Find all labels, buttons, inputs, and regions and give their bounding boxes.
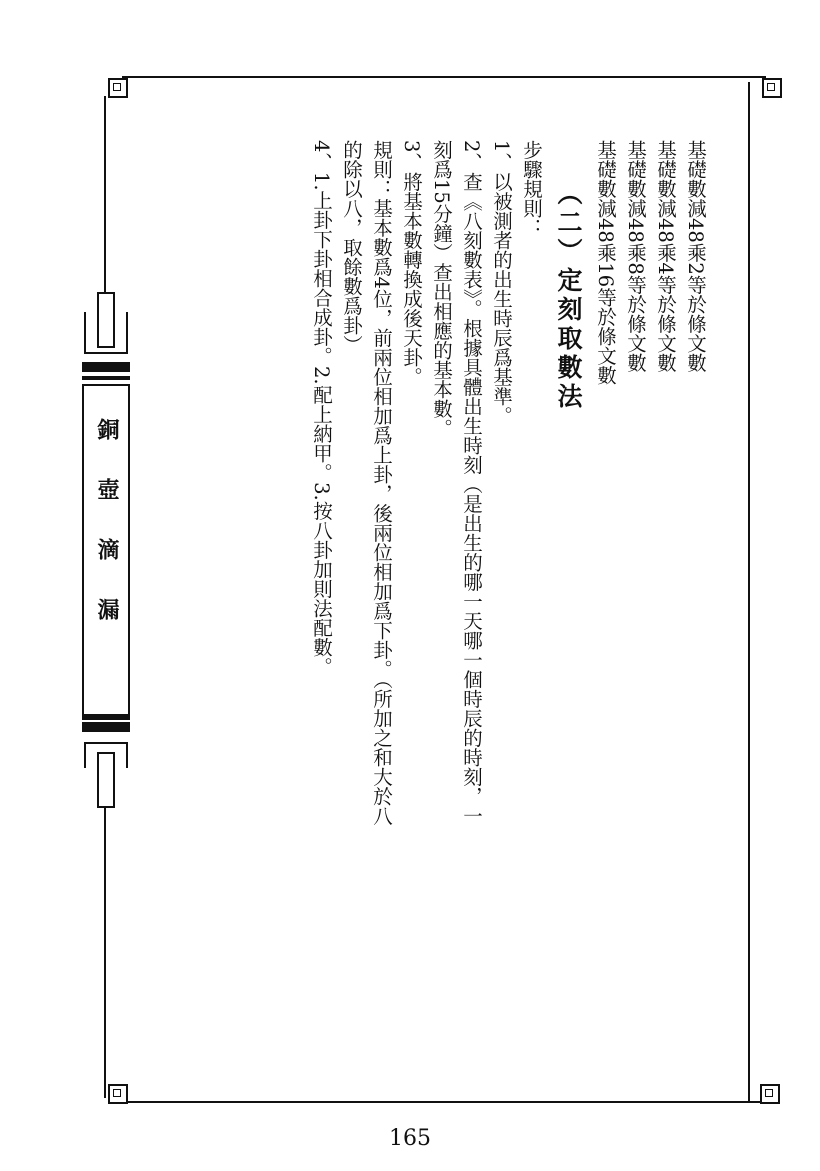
border-top xyxy=(122,76,766,78)
formula-line: 基礎數減48乘16等於條文數 xyxy=(594,140,617,385)
step-1: 1、以被測者的出生時辰爲基準。 xyxy=(490,140,513,426)
corner-ornament-top-left xyxy=(108,78,128,98)
rule: 規則：基本數爲4位，前兩位相加爲上卦，後兩位相加爲下卦。（所加之和大於八 xyxy=(370,140,393,826)
page-number: 165 xyxy=(389,1126,431,1151)
spine-band xyxy=(82,722,130,732)
formula-line: 基礎數減48乘8等於條文數 xyxy=(624,140,647,373)
step-2: 2、查《八刻數表》。根據具體出生時刻（是出生的哪一天哪一個時辰的時刻，一 xyxy=(460,140,483,826)
step-3: 3、將基本數轉換成後天卦。 xyxy=(400,140,423,387)
book-title: 銅壺滴漏 xyxy=(94,418,119,658)
corner-ornament-top-right xyxy=(762,78,782,98)
step-2-continued: 刻爲15分鐘）查出相應的基本數。 xyxy=(430,140,453,438)
corner-ornament-bottom-right xyxy=(760,1084,780,1104)
section-heading: （二）定刻取數法 xyxy=(554,180,583,412)
spine-band xyxy=(82,716,130,720)
border-bottom xyxy=(122,1101,766,1103)
spine-band xyxy=(82,362,130,372)
corner-ornament-bottom-left xyxy=(108,1084,128,1104)
spine-title-box xyxy=(82,384,130,716)
spine-band xyxy=(82,376,130,380)
formula-line: 基礎數減48乘4等於條文數 xyxy=(654,140,677,373)
spine-knob-bottom xyxy=(97,752,115,808)
spine-knob-top xyxy=(97,292,115,348)
formula-line: 基礎數減48乘2等於條文數 xyxy=(684,140,707,373)
page-body xyxy=(306,140,710,1100)
rule-continued: 的除以八，取餘數爲卦） xyxy=(340,140,363,355)
border-left-lower xyxy=(104,806,106,1098)
border-left-upper xyxy=(104,96,106,292)
border-right xyxy=(748,82,750,1102)
step-4: 4、1.上卦下卦相合成卦。2.配上納甲。3.按八卦加則法配數。 xyxy=(310,140,333,677)
steps-label: 步驟規則： xyxy=(520,140,543,238)
